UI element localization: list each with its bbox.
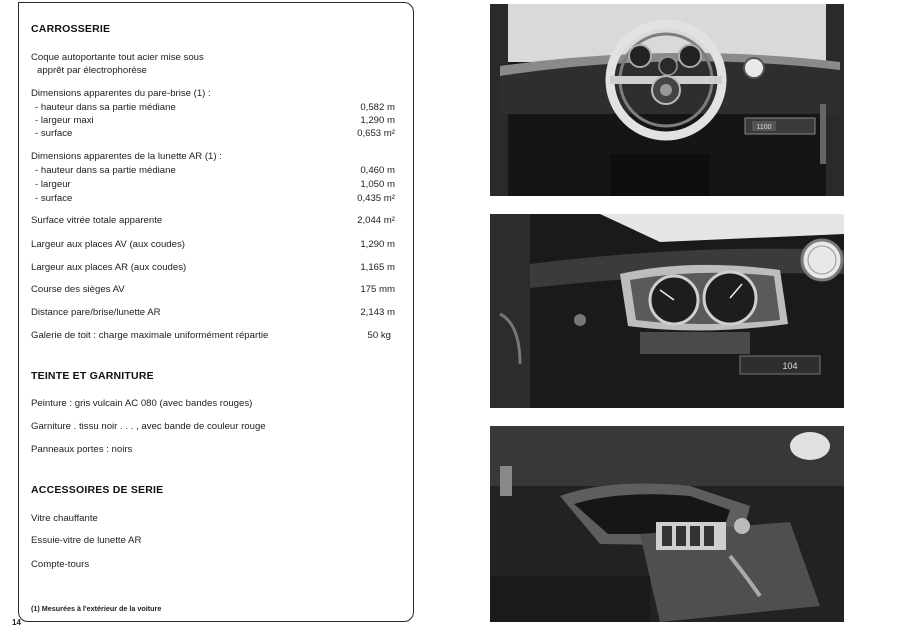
spec-value: 1,165 m <box>360 262 395 273</box>
accessoire-item: Essuie-vitre de lunette AR <box>31 535 142 546</box>
footnote: (1) Mesurées à l'extérieur de la voiture <box>31 604 162 613</box>
spec-value: 0,435 m² <box>357 193 395 204</box>
photo2-badge: 104 <box>782 361 798 371</box>
spec-label: - hauteur dans sa partie médiane <box>35 165 176 176</box>
pare-brise-title: Dimensions apparentes du pare-brise (1) : <box>31 88 211 99</box>
spec-value: 2,143 m <box>360 307 395 318</box>
photo-dashboard-steering-wheel <box>490 4 844 196</box>
spec-label: Distance pare/brise/lunette AR <box>31 307 161 318</box>
section-title-accessoires: ACCESSOIRES DE SERIE <box>31 484 164 496</box>
spec-label: Course des sièges AV <box>31 284 125 295</box>
spec-value: 1,050 m <box>360 179 395 190</box>
spec-label: - surface <box>35 193 73 204</box>
spec-label: - largeur maxi <box>35 115 94 126</box>
accessoire-item: Vitre chauffante <box>31 513 98 524</box>
photo1-badge: 1100 <box>756 124 772 131</box>
dashboard-steering-wheel-image <box>490 4 844 196</box>
spec-value: 175 mm <box>360 284 395 295</box>
instrument-cluster-image <box>490 214 844 408</box>
spec-value: 0,582 m <box>360 102 395 113</box>
spec-label: Surface vitrée totale apparente <box>31 215 163 226</box>
spec-label: - hauteur dans sa partie médiane <box>35 102 176 113</box>
specification-panel <box>18 2 414 622</box>
spec-value: 2,044 m² <box>357 215 395 226</box>
teinte-item: Panneaux portes : noirs <box>31 444 133 455</box>
teinte-item: Garniture . tissu noir . . . , avec bande de couleur rouge <box>31 421 266 432</box>
spec-label: - largeur <box>35 179 71 190</box>
teinte-item: Peinture : gris vulcain AC 080 (avec bandes rouges) <box>31 398 253 409</box>
page-number: 14 <box>12 618 21 627</box>
spec-label: Largeur aux places AR (aux coudes) <box>31 262 187 273</box>
spec-value: 0,653 m² <box>357 128 395 139</box>
spec-label: Largeur aux places AV (aux coudes) <box>31 239 185 250</box>
coque-line-1: Coque autoportante tout acier mise sous <box>31 52 204 63</box>
spec-value: 0,460 m <box>360 165 395 176</box>
lunette-title: Dimensions apparentes de la lunette AR (1) : <box>31 151 222 162</box>
spec-label: Galerie de toit : charge maximale uniformément répartie <box>31 330 269 341</box>
coque-line-2: apprêt par électrophorèse <box>37 65 147 76</box>
spec-value: 1,290 m <box>360 115 395 126</box>
section-title-carrosserie: CARROSSERIE <box>31 23 111 35</box>
accessoire-item: Compte-tours <box>31 559 90 570</box>
section-title-teinte: TEINTE ET GARNITURE <box>31 370 154 382</box>
spec-label: - surface <box>35 128 73 139</box>
spec-value: 50 kg <box>367 330 391 341</box>
spec-value: 1,290 m <box>360 239 395 250</box>
photo-center-console <box>490 426 844 622</box>
photo-instrument-cluster <box>490 214 844 408</box>
center-console-image <box>490 426 844 622</box>
